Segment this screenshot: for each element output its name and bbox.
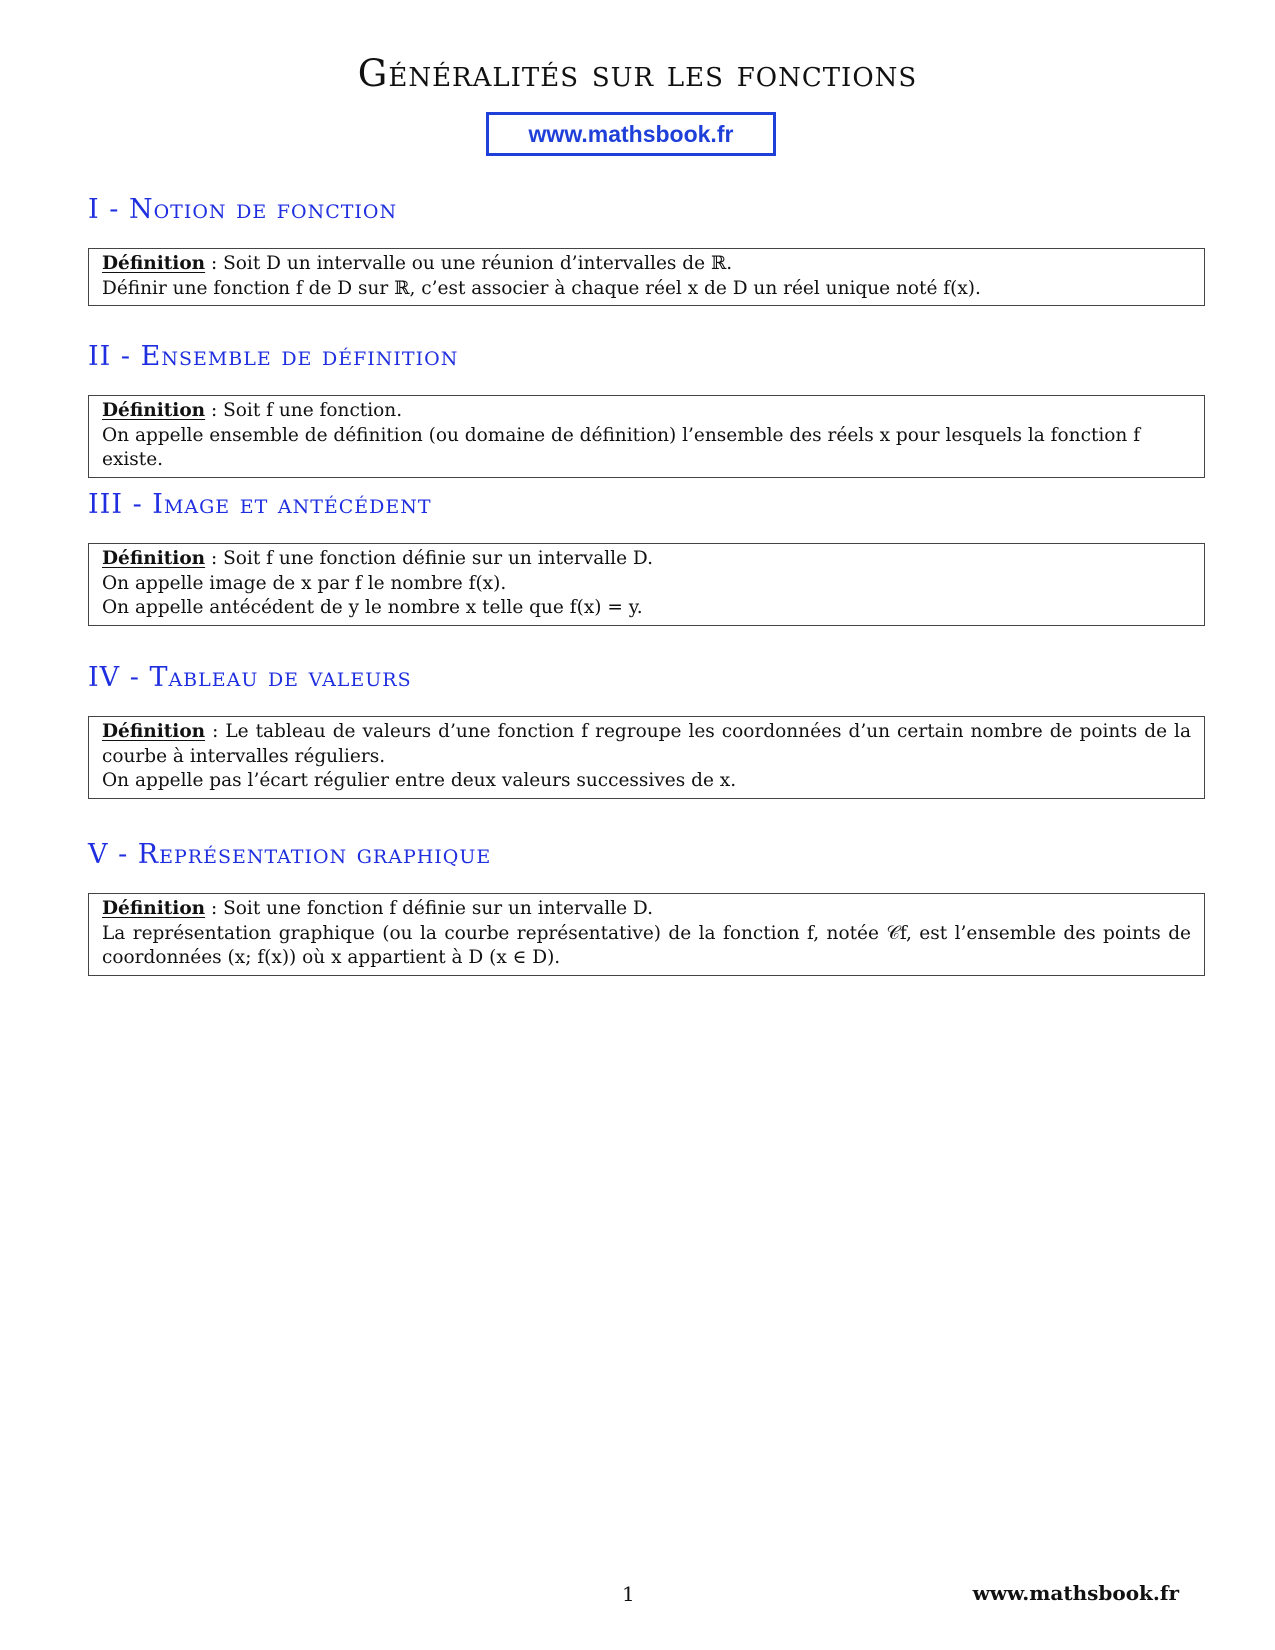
page-title: Généralités sur les fonctions (357, 52, 918, 95)
definition-line: On appelle image de x par f le nombre f(x). (102, 572, 507, 594)
definition-line: : Le tableau de valeurs d’une fonction f regroupe les coordonnées d’un certain nombre de points de la courbe à intervalles réguliers. (102, 721, 1191, 767)
footer-site-link[interactable]: www.mathsbook.fr (972, 1581, 1179, 1605)
definition-line: On appelle ensemble de définition (ou domaine de définition) l’ensemble des réels x pour lesquels la fonction f existe. (102, 424, 1141, 470)
definition-box-tableau (88, 716, 1205, 799)
definition-line: : Soit une fonction f définie sur un intervalle D. (211, 898, 653, 919)
definition-line: : Soit D un intervalle ou une réunion d’intervalles de ℝ. (211, 253, 733, 274)
definition-line: Définir une fonction f de D sur ℝ, c’est associer à chaque réel x de D un réel unique noté f(x). (102, 277, 981, 299)
definition-line: On appelle antécédent de y le nombre x telle que f(x) = y. (102, 597, 643, 618)
definition-line: : Soit f une fonction. (211, 400, 403, 421)
section-heading-representation: V - Représentation graphique (88, 839, 492, 870)
site-badge[interactable]: www.mathsbook.fr (486, 112, 776, 156)
definition-box-notion (88, 248, 1205, 306)
definition-box-image (88, 543, 1205, 626)
definition-line: La représentation graphique (ou la courbe représentative) de la fonction f, notée 𝒞f, est l’ensemble des points de coordonnées (x; f(x)) où x appartient à D (x ∈ D). (102, 922, 1191, 968)
section-heading-ensemble: II - Ensemble de définition (88, 341, 459, 372)
section-heading-tableau: IV - Tableau de valeurs (88, 662, 412, 693)
page-number: 1 (622, 1582, 635, 1606)
definition-label: Définition (102, 721, 206, 742)
definition-label: Définition (102, 898, 206, 919)
definition-label: Définition (102, 400, 206, 421)
section-heading-image: III - Image et antécédent (88, 489, 432, 520)
definition-box-ensemble (88, 395, 1205, 478)
definition-label: Définition (102, 548, 206, 569)
definition-label: Définition (102, 253, 206, 274)
section-heading-notion: I - Notion de fonction (88, 194, 398, 225)
definition-box-representation (88, 893, 1205, 976)
definition-line: On appelle pas l’écart régulier entre deux valeurs successives de x. (102, 770, 737, 791)
definition-line: : Soit f une fonction définie sur un intervalle D. (211, 548, 653, 569)
